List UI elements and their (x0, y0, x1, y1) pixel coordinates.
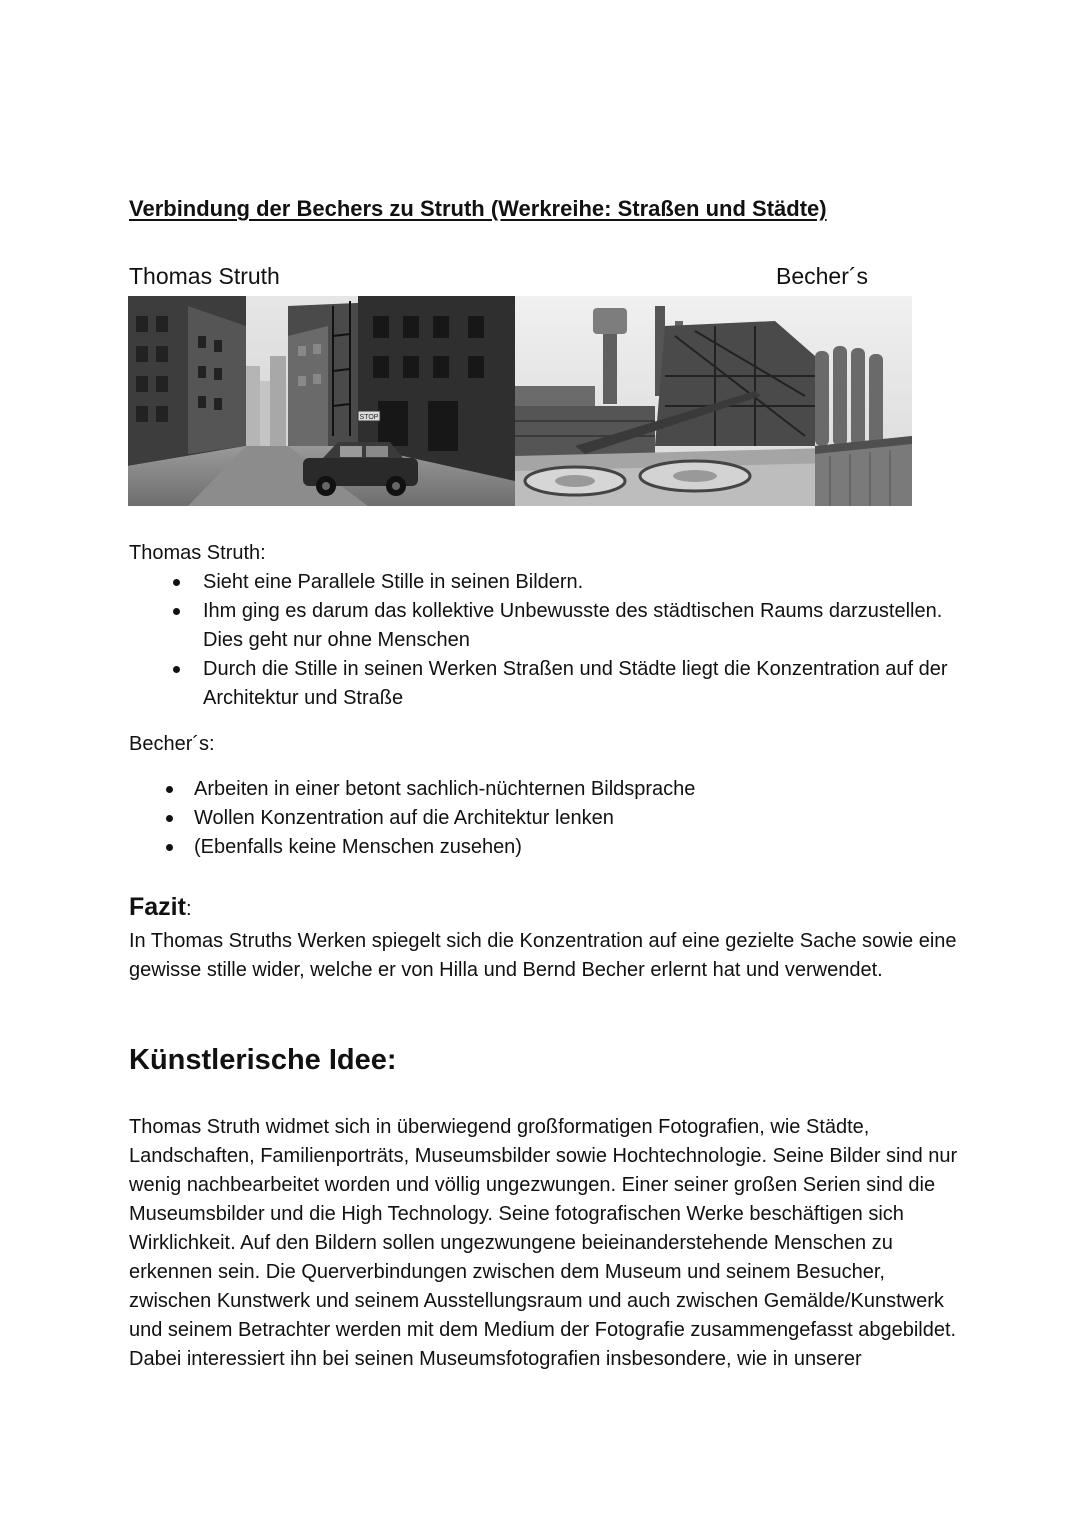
list-item: Durch die Stille in seinen Werken Straßen und Städte liegt die Konzentration auf der Architektur und Straße (203, 655, 963, 713)
list-item: Sieht eine Parallele Stille in seinen Bildern. (203, 568, 963, 597)
street-photo-graphic (128, 296, 515, 506)
struth-section-title: Thomas Struth: (129, 542, 266, 564)
fazit-colon: : (185, 898, 192, 920)
fazit-paragraph: In Thomas Struths Werken spiegelt sich die Konzentration auf eine gezielte Sache sowie eine gewisse stille wider, welche er von Hilla und Bernd Becher erlernt hat und verwendet. (129, 930, 957, 981)
becher-industrial-photo (515, 296, 912, 506)
struth-bullet-list (203, 568, 963, 713)
photo-label-becher: Becher´s (776, 263, 869, 289)
fazit-heading-text: Fazit (129, 893, 186, 921)
list-item: Arbeiten in einer betont sachlich-nüchternen Bildsprache (194, 775, 954, 804)
photo-label-struth: Thomas Struth (129, 263, 280, 289)
struth-street-photo (128, 296, 515, 506)
fazit-heading (129, 893, 192, 922)
list-item: Ihm ging es darum das kollektive Unbewusste des städtischen Raums darzustellen. Dies geht nur ohne Menschen (203, 597, 963, 655)
stop-sign-text: STOP (359, 414, 379, 421)
idee-heading: Künstlerische Idee: (129, 1044, 397, 1076)
page-heading: Verbindung der Bechers zu Struth (Werkreihe: Straßen und Städte) (129, 196, 827, 221)
idee-paragraph: Thomas Struth widmet sich in überwiegend großformatigen Fotografien, wie Städte, Landschaften, Familienporträts, Museumsbilder sowie Hochtechnologie. Seine Bilder sind nur wenig nachbearbeitet worden und völlig ungezwungen. Einer seiner großen Serien sind die Museumsbilder und die High Technology. Seine fotografischen Werke beschäftigen sich Wirklichkeit. Auf den Bildern sollen ungezwungene beieinanderstehende Menschen zu erkennen sein. Die Querverbindungen zwischen dem Museum und seinem Besucher, zwischen Kunstwerk und seinem Ausstellungsraum und auch zwischen Gemälde/Kunstwerk und seinem Betrachter werden mit dem Medium der Fotografie zusammengefasst abgebildet. Dabei interessiert ihn bei seinen Museumsfotografien insbesondere, wie in unserer (129, 1116, 958, 1370)
list-item: (Ebenfalls keine Menschen zusehen) (194, 833, 954, 862)
becher-section-title: Becher´s: (129, 733, 215, 755)
list-item: Wollen Konzentration auf die Architektur lenken (194, 804, 954, 833)
becher-bullet-list (194, 775, 954, 862)
industrial-photo-graphic (515, 296, 912, 506)
